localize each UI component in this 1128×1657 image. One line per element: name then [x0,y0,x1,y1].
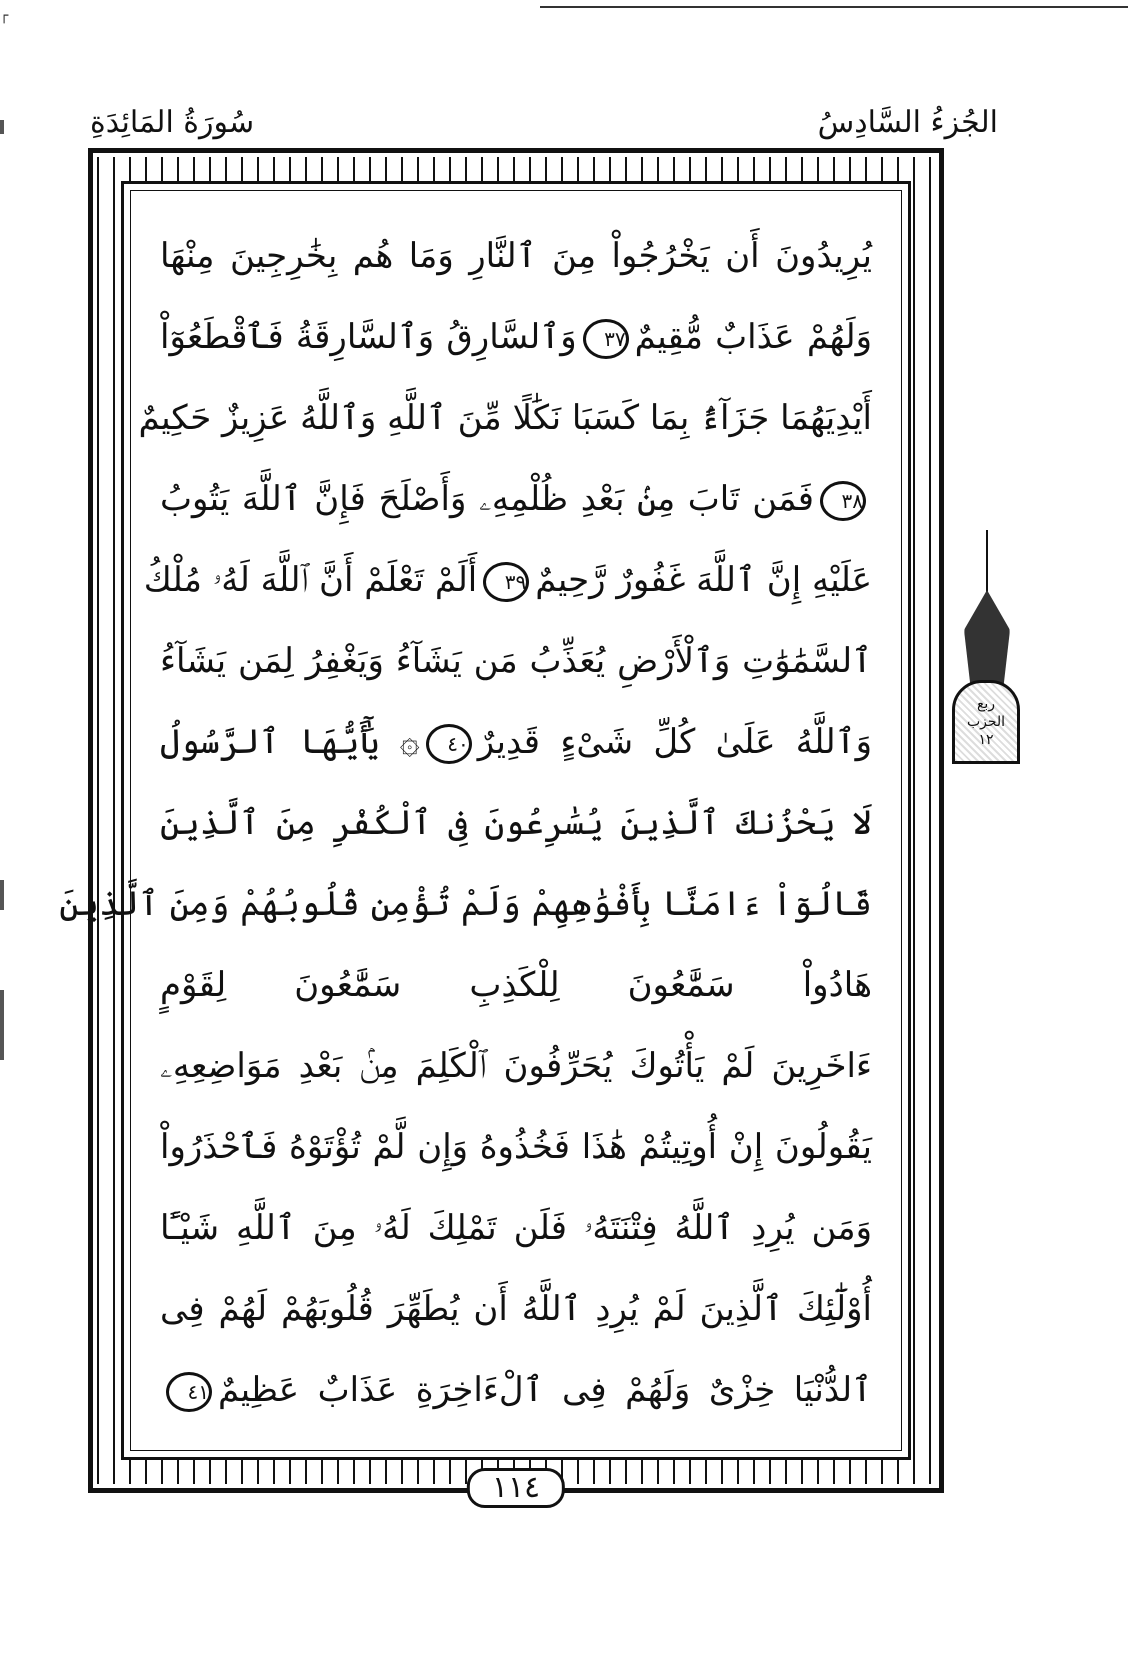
ayah-marker: ٤٠ [426,724,472,764]
hizb-ornament-icon [964,590,1010,690]
text-frame [59,181,911,1460]
text-line: وَلَهُمْ عَذَابٌ مُّقِيمٌ٣٧وَٱلسَّارِقُ وَٱلسَّارِقَةُ فَٱقْطَعُوٓاْ [160,317,872,357]
ayah-marker: ٣٧ [583,319,629,359]
hizb-label-box [952,680,1020,764]
hizb-number: ١٢ [978,732,994,748]
text-line: ٱلدُّنْيَا خِزْىٌ وَلَهُمْ فِى ٱلْءَاخِرَةِ عَذَابٌ عَظِيمٌ٤١ [154,1350,878,1431]
text-line: أَيْدِيَهُمَا جَزَآءًۢ بِمَا كَسَبَا نَكَٰلًا مِّنَ ٱللَّهِ وَٱللَّهُ عَزِيزٌ حَكِيمٌ [138,398,872,438]
text-line: هَادُواْ سَمَّٰعُونَ لِلْكَذِبِ سَمَّٰعُونَ لِقَوْمٍ [160,965,872,1005]
margin-tick [0,880,4,910]
text-line: وَمَن يُرِدِ ٱللَّهُ فِتْنَتَهُۥ فَلَن تَمْلِكَ لَهُۥ مِنَ ٱللَّهِ شَيْـًٔا [160,1208,872,1248]
page-number: ١١٤ [467,1468,565,1508]
juz-title: الجُزءُ السَّادِسُ [817,105,998,140]
text-line: ٣٨فَمَن تَابَ مِنۢ بَعْدِ ظُلْمِهِۦ وَأَصْلَحَ فَإِنَّ ٱللَّهَ يَتُوبُ [154,459,878,540]
text-line: ءَاخَرِينَ لَمْ يَأْتُوكَ يُحَرِّفُونَ ٱلْكَلِمَ مِنۢ بَعْدِ مَوَاضِعِهِۦ [160,1046,872,1086]
ayah-marker: ٣٨ [820,481,866,521]
margin-tick [0,990,4,1060]
text-line: لَا يَحْزُنكَ ٱلَّذِينَ يُسَٰرِعُونَ فِى ٱلْكُفْرِ مِنَ ٱلَّذِينَ [160,803,872,843]
text-line: أُوْلَٰٓئِكَ ٱلَّذِينَ لَمْ يُرِدِ ٱللَّهُ أَن يُطَهِّرَ قُلُوبَهُمْ لَهُمْ فِى [160,1289,872,1329]
text-line: ٱلسَّمَٰوَٰتِ وَٱلْأَرْضِ يُعَذِّبُ مَن يَشَآءُ وَيَغْفِرُ لِمَن يَشَآءُ [160,641,872,681]
text-line: يَقُولُونَ إِنْ أُوتِيتُمْ هَٰذَا فَخُذُوهُ وَإِن لَّمْ تُؤْتَوْهُ فَٱحْذَرُواْ [160,1127,872,1167]
text-line: عَلَيْهِ إِنَّ ٱللَّهَ غَفُورٌ رَّحِيمٌ٣٩أَلَمْ تَعْلَمْ أَنَّ ٱللَّهَ لَهُۥ مُلْكُ [143,560,872,600]
page-frame [59,148,944,1505]
hizb-marker [952,530,1022,830]
margin-tick [0,120,4,134]
text-line: قَالُوٓاْ ءَامَنَّا بِأَفْوَٰهِهِمْ وَلَمْ تُؤْمِن قُلُوبُهُمْ وَمِنَ ٱلَّذِينَ [59,884,872,924]
ayah-marker: ٣٩ [483,562,529,602]
corner-mark: ┌ [0,8,9,24]
text-line: وَٱللَّهُ عَلَىٰ كُلِّ شَىْءٍ قَدِيرٌ٤٠۞ يَٰٓأَيُّهَا ٱلرَّسُولُ [160,722,872,762]
top-rule [540,6,1128,8]
text-line: يُرِيدُونَ أَن يَخْرُجُواْ مِنَ ٱلنَّارِ وَمَا هُم بِخَٰرِجِينَ مِنْهَا [160,236,872,276]
hizb-label: الحزب [966,714,1006,730]
quran-text [59,216,878,1427]
ayah-marker: ٤١ [166,1372,212,1412]
surah-title: سُورَةُ المَائِدَةِ [90,105,255,140]
hizb-quarter-label: ربع [976,696,996,712]
